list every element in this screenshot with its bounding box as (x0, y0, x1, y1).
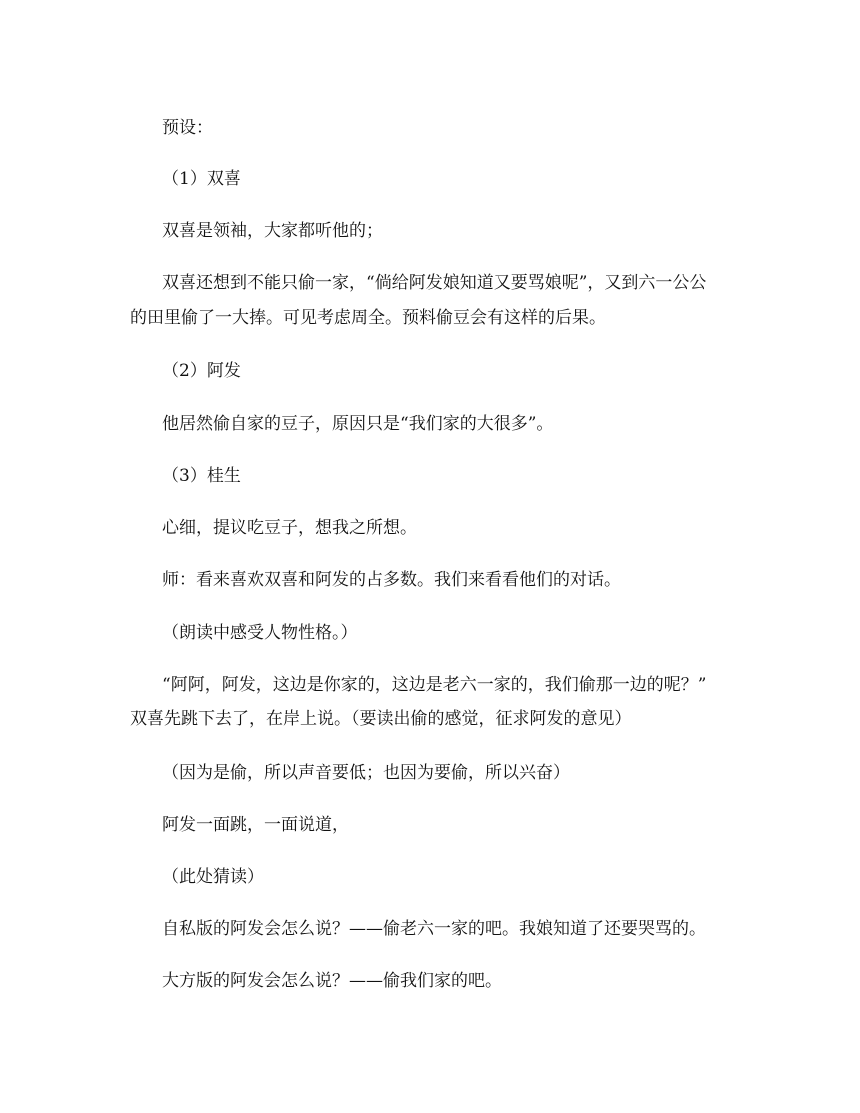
paragraph-continuation: 双喜先跳下去了，在岸上说。（要读出偷的感觉，征求阿发的意见） (130, 709, 632, 729)
paragraph: 师：看来喜欢双喜和阿发的占多数。我们来看看他们的对话。 (162, 570, 621, 590)
paragraph: 大方版的阿发会怎么说？——偷我们家的吧。 (162, 971, 502, 991)
paragraph: 心细，提议吃豆子，想我之所想。 (162, 518, 417, 538)
paragraph: 双喜还想到不能只偷一家，“倘给阿发娘知道又要骂娘呢”，又到六一公公 (162, 273, 707, 293)
heading-preset: 预设： (162, 118, 213, 138)
paragraph: 他居然偷自家的豆子，原因只是“我们家的大很多”。 (162, 414, 554, 434)
paragraph: （此处猜读） (162, 867, 264, 887)
item-2-afa: （2）阿发 (162, 361, 241, 381)
paragraph: （因为是偷，所以声音要低；也因为要偷，所以兴奋） (162, 763, 570, 783)
item-3-guisheng: （3）桂生 (162, 466, 241, 486)
paragraph: （朗读中感受人物性格。） (162, 623, 358, 643)
paragraph: 双喜是领袖，大家都听他的； (162, 221, 383, 241)
paragraph: 自私版的阿发会怎么说？——偷老六一家的吧。我娘知道了还要哭骂的。 (162, 919, 706, 939)
item-1-shuangxi: （1）双喜 (162, 169, 241, 189)
dialogue-quote: “阿阿，阿发，这边是你家的，这边是老六一家的，我们偷那一边的呢？” (162, 675, 707, 695)
paragraph: 阿发一面跳，一面说道， (162, 815, 349, 835)
paragraph-continuation: 的田里偷了一大捧。可见考虑周全。预料偷豆会有这样的后果。 (130, 308, 606, 328)
